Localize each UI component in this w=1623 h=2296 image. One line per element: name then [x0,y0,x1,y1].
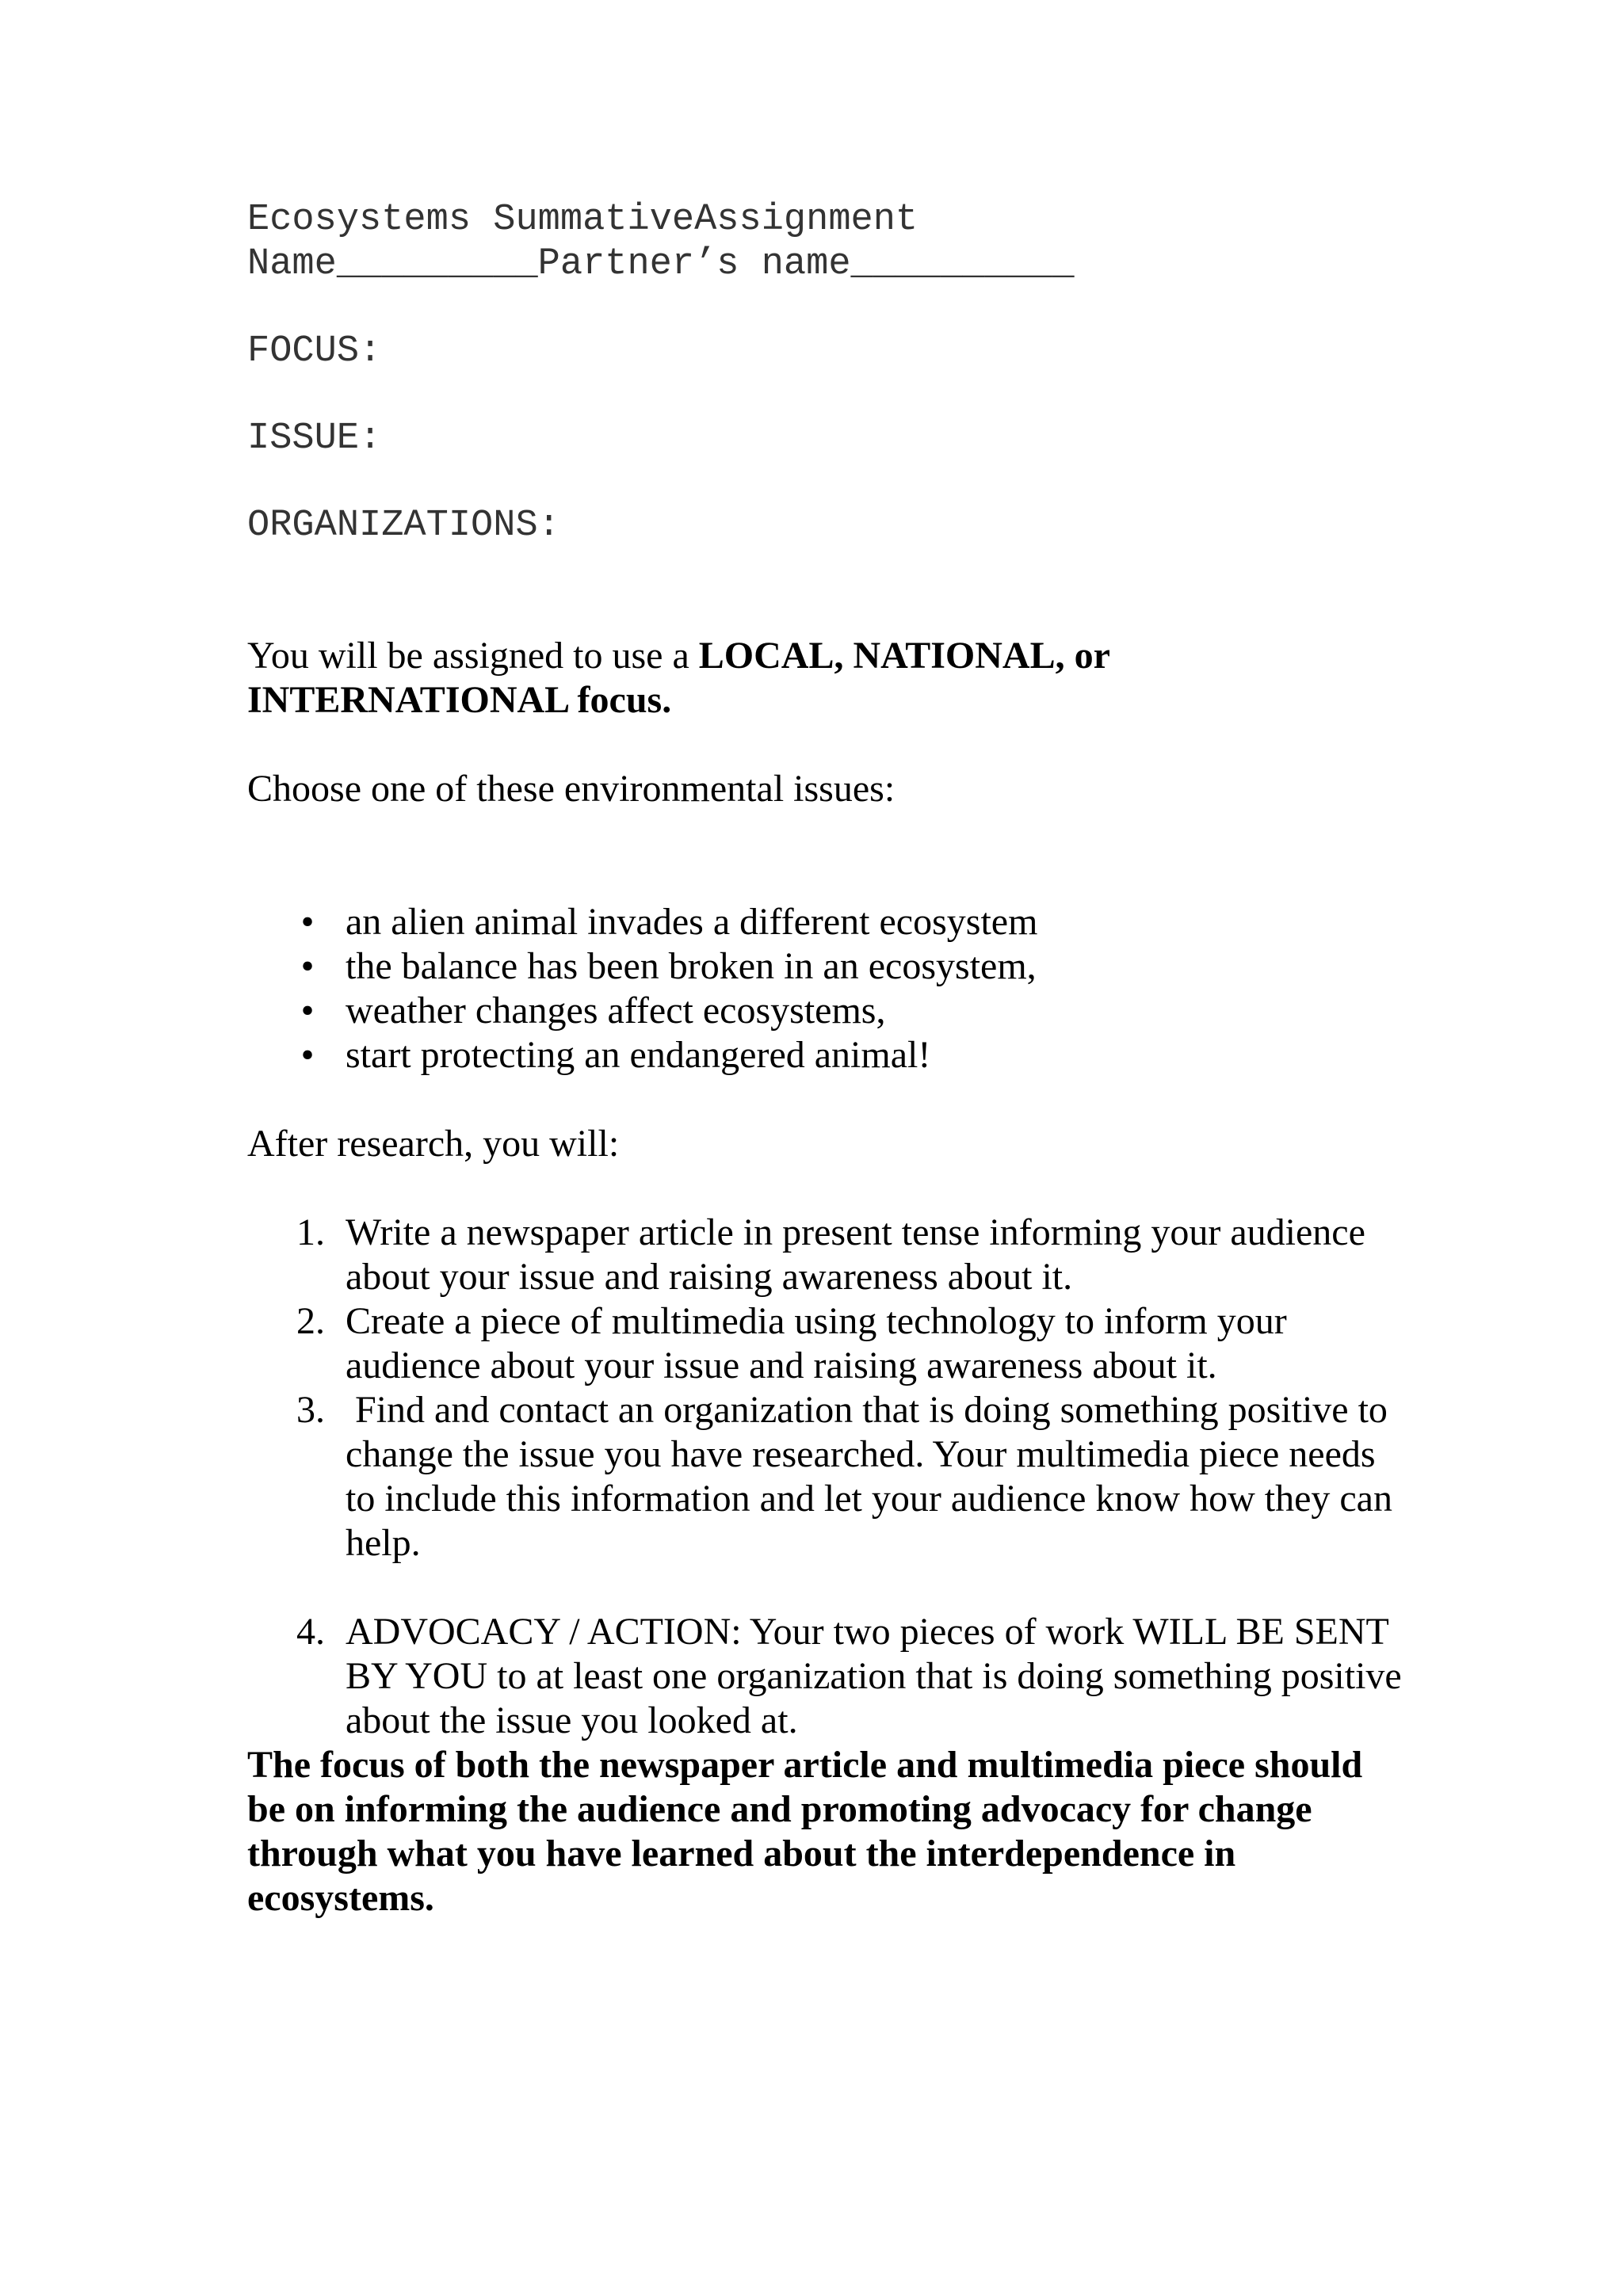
task-steps-list [247,1211,1404,1743]
name-partner-line: Name_________Partner’s name__________ [247,243,1075,285]
assignment-title: Ecosystems SummativeAssignment [247,199,918,241]
step-number: 4. [296,1611,325,1653]
organizations-label: ORGANIZATIONS: [247,505,560,547]
assigned-focus-paragraph [247,634,1404,723]
list-item [247,1388,1404,1566]
choose-issue-instruction: Choose one of these environmental issues: [247,768,896,810]
step-text: ADVOCACY / ACTION: Your two pieces of work WILL BE SENT BY YOU to at least one organization that is doing something positive about the issue you looked at. [346,1611,1402,1741]
bullet-icon: • [300,990,315,1032]
bullet-icon: • [300,901,315,943]
step-text: Write a newspaper article in present tense informing your audience about your issue and raising awareness about it. [346,1211,1365,1298]
focus-label: FOCUS: [247,330,382,372]
list-item [247,1299,1404,1388]
issue-text: an alien animal invades a different ecosystem [346,901,1038,943]
step-text: Find and contact an organization that is doing something positive to change the issue you have researched. Your multimedia piece needs to include this information and let your audience know how they can help. [346,1389,1392,1564]
list-item [247,944,1404,989]
step-number: 2. [296,1300,325,1342]
list-item [247,1211,1404,1299]
closing-statement: The focus of both the newspaper article and multimedia piece should be on informing the audience and promoting advocacy for change through what you have learned about the interdependence in ecosystems. [247,1744,1363,1919]
issue-text: the balance has been broken in an ecosystem, [346,945,1037,987]
list-item [247,900,1404,944]
step-number: 3. [296,1389,325,1431]
step-text: Create a piece of multimedia using technology to inform your audience about your issue and raising awareness about it. [346,1300,1287,1386]
list-item [247,1610,1404,1743]
step-number: 1. [296,1211,325,1253]
after-research-heading: After research, you will: [247,1123,620,1165]
issue-label: ISSUE: [247,418,382,460]
assigned-prefix: You will be assigned to use a [247,635,699,677]
list-item [247,989,1404,1033]
issue-text: weather changes affect ecosystems, [346,990,886,1032]
assigned-focus-options-cont: INTERNATIONAL focus. [247,679,672,721]
bullet-icon: • [300,1034,315,1076]
issue-list [247,900,1404,1077]
issue-text: start protecting an endangered animal! [346,1034,931,1076]
list-item [247,1033,1404,1077]
assigned-focus-options: LOCAL, NATIONAL, or [698,635,1110,677]
bullet-icon: • [300,945,315,987]
